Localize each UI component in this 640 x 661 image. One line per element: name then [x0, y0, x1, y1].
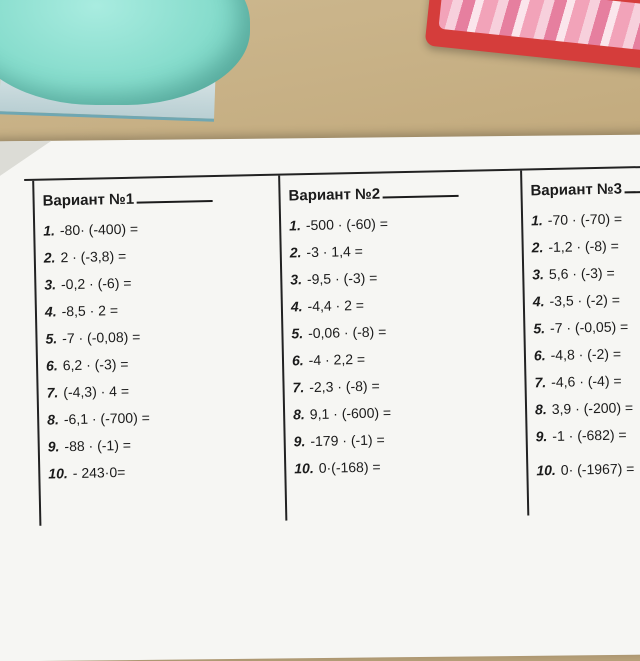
problem-item: 6. 6,2 · (-3) =	[45, 355, 129, 374]
problem-item: 5. -7 · (-0,05) =	[533, 318, 629, 337]
problem-item: 9. -88 · (-1) =	[47, 436, 132, 455]
problem-item: 5. -7 · (-0,08) =	[45, 328, 141, 347]
problem-item: 4. -3,5 · (-2) =	[532, 291, 621, 310]
problem-item: 1. -80· (-400) =	[43, 220, 139, 239]
problem-item: 2. 2 · (-3,8) =	[43, 247, 127, 266]
problem-item: 3. -9,5 · (-3) =	[290, 269, 378, 288]
problem-item: 1. -70 · (-70) =	[530, 210, 623, 229]
problem-item: 4. -8,5 · 2 =	[44, 302, 119, 320]
variant-column-1	[32, 176, 287, 526]
problem-item: 6. -4 · 2,2 =	[291, 350, 366, 369]
variant-title: Вариант №2	[288, 184, 458, 205]
problem-item: 1. -500 · (-60) =	[289, 215, 389, 234]
problem-item: 7. -4,6 · (-4) =	[534, 372, 622, 391]
problem-item: 10. 0·(-168) =	[294, 458, 381, 477]
problem-item: 4. -4,4 · 2 =	[290, 296, 365, 315]
pencil-case-pattern	[438, 0, 640, 52]
variant-column-3	[520, 168, 640, 516]
worksheet-table	[24, 159, 640, 532]
problem-item: 8. -6,1 · (-700) =	[47, 409, 151, 428]
problem-item: 5. -0,06 · (-8) =	[291, 323, 387, 342]
problem-item: 7. (-4,3) · 4 =	[46, 382, 130, 401]
problem-item: 6. -4,8 · (-2) =	[533, 345, 622, 364]
problem-item: 9. -1 · (-682) =	[535, 426, 627, 445]
variant-title: Вариант №3	[530, 179, 640, 200]
problem-item: 8. 3,9 · (-200) =	[534, 399, 634, 418]
problem-item: 3. -0,2 · (-6) =	[44, 274, 132, 293]
problem-item: 7. -2,3 · (-8) =	[292, 377, 380, 396]
problem-item: 3. 5,6 · (-3) =	[532, 264, 615, 283]
problem-item: 8. 9,1 · (-600) =	[292, 404, 392, 423]
problem-item: 2. -1,2 · (-8) =	[531, 237, 619, 256]
problem-item: 10. - 243·0=	[48, 463, 126, 482]
problem-item: 9. -179 · (-1) =	[293, 431, 385, 450]
variant-column-2	[278, 171, 529, 521]
variant-title: Вариант №1	[42, 189, 212, 210]
problem-item: 10. 0· (-1967) =	[536, 460, 635, 479]
problem-item: 2. -3 · 1,4 =	[289, 242, 364, 261]
